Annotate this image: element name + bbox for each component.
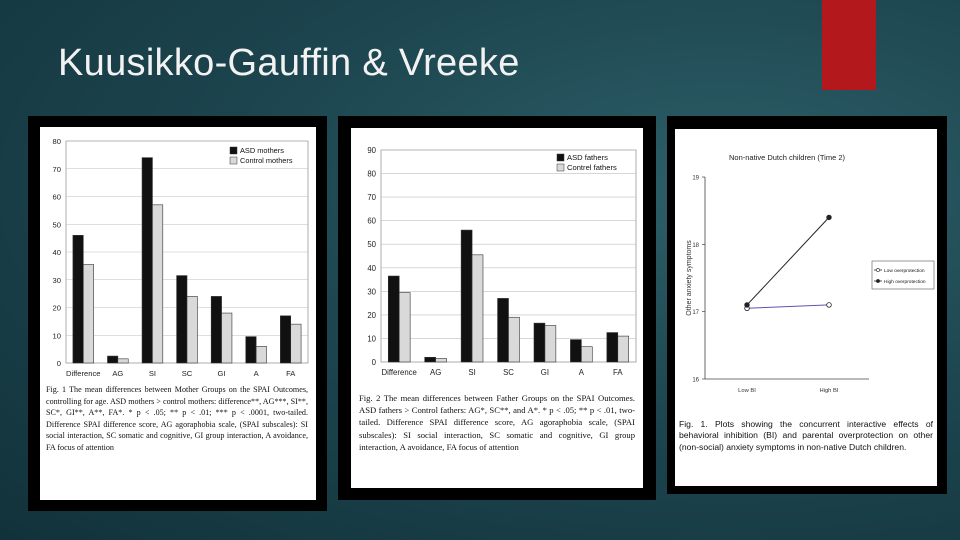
- y-tick-label: 0: [56, 359, 61, 368]
- figure-panel-3: [667, 116, 947, 494]
- y-tick-label: 10: [52, 331, 61, 341]
- figure-panel-2: [338, 116, 656, 500]
- bar-0: [280, 316, 290, 363]
- legend-label: Contrel fathers: [567, 163, 617, 172]
- y-tick-label: 70: [367, 193, 376, 203]
- y-tick-label: 40: [367, 263, 376, 273]
- bar-0: [177, 276, 187, 363]
- legend-swatch: [230, 157, 237, 164]
- y-tick-label: 40: [52, 248, 61, 257]
- bar-0: [534, 323, 545, 362]
- bar-1: [118, 359, 128, 363]
- legend-label: ASD fathers: [567, 153, 608, 162]
- figure-2-paper: [351, 128, 643, 488]
- data-point: [827, 303, 832, 308]
- x-tick-label: Difference: [66, 369, 101, 378]
- bar-1: [83, 264, 93, 363]
- x-tick-label: High BI: [819, 388, 839, 394]
- x-tick-label: SC: [181, 369, 193, 378]
- bar-1: [581, 347, 592, 362]
- y-tick-label: 60: [367, 216, 376, 226]
- y-tick-label: 50: [367, 240, 376, 250]
- series-line-0: [747, 305, 829, 308]
- x-tick-label: GI: [217, 369, 226, 378]
- legend-swatch: [230, 147, 237, 154]
- y-tick-label: 90: [367, 146, 376, 155]
- x-tick-label: SI: [148, 369, 157, 378]
- bar-0: [607, 333, 618, 362]
- chart-3: [675, 129, 937, 419]
- x-tick-label: Low BI: [738, 388, 756, 394]
- bar-1: [256, 346, 266, 363]
- chart-3-title: Non-native Dutch children (Time 2): [728, 153, 846, 162]
- bar-1: [399, 293, 410, 362]
- bar-0: [461, 230, 472, 362]
- data-point: [827, 215, 832, 220]
- x-tick-label: A: [253, 369, 259, 378]
- x-tick-label: FA: [613, 368, 623, 377]
- bar-1: [436, 358, 447, 362]
- y-tick-label: 60: [52, 192, 61, 202]
- bar-0: [388, 276, 399, 362]
- slide-title: Kuusikko-Gauffin & Vreeke: [58, 42, 520, 84]
- legend-label: Control mothers: [240, 156, 293, 165]
- y-tick-label: 17: [692, 310, 699, 317]
- x-tick-label: AG: [430, 368, 442, 377]
- bar-0: [211, 296, 221, 363]
- legend-swatch: [557, 164, 564, 171]
- y-tick-label: 50: [52, 220, 61, 230]
- x-tick-label: A: [578, 368, 584, 377]
- y-tick-label: 20: [367, 310, 376, 320]
- legend-marker: [876, 268, 879, 271]
- legend-marker: [876, 279, 879, 282]
- y-tick-label: 10: [367, 334, 376, 344]
- bar-1: [222, 313, 232, 363]
- bar-1: [291, 324, 301, 363]
- figure-3-caption: Fig. 1. Plots showing the concurrent interactive effects of behavioral inhibition (BI) and parental overprotection on other (non-social) anxiety symptoms in non-native Dutch children.: [679, 419, 933, 452]
- figure-panel-1: [28, 116, 327, 511]
- x-tick-label: GI: [540, 368, 550, 377]
- accent-bar: [822, 0, 876, 90]
- bar-1: [187, 296, 197, 363]
- chart-2: [351, 128, 643, 390]
- x-tick-label: Difference: [381, 368, 417, 377]
- y-tick-label: 0: [371, 358, 376, 367]
- series-line-1: [747, 217, 829, 305]
- y-tick-label: 80: [52, 137, 61, 146]
- x-tick-label: SC: [503, 368, 514, 377]
- bar-0: [425, 357, 436, 362]
- bar-1: [472, 255, 483, 362]
- figure-2-caption: Fig. 2 The mean differences between Father Groups on the SPAI Outcomes. ASD fathers > Control fathers: AG*, SC**, and A*. * p < .05; ** p < .01, two-tailed. Difference SPAI difference score, AG agoraphobia scale, (SPAI subscales): SI social interaction, SC somatic and cognitive, GI group interaction, A avoidance, FA focus of attention: [359, 393, 635, 452]
- legend-label: Low overprotection: [884, 269, 925, 274]
- legend-label: High overprotection: [884, 280, 926, 285]
- y-axis-label: Other anxiety symptoms: [686, 240, 693, 316]
- bar-0: [570, 340, 581, 362]
- y-tick-label: 30: [367, 287, 376, 297]
- bar-1: [618, 336, 629, 362]
- x-tick-label: SI: [468, 368, 476, 377]
- figure-1-paper: [40, 127, 316, 500]
- x-tick-label: FA: [286, 369, 296, 378]
- y-tick-label: 20: [52, 303, 61, 313]
- chart-1: [40, 127, 316, 382]
- data-point: [745, 303, 750, 308]
- bar-1: [509, 317, 520, 362]
- y-tick-label: 30: [52, 275, 61, 285]
- y-tick-label: 80: [367, 169, 376, 179]
- y-tick-label: 70: [52, 164, 61, 174]
- y-tick-label: 18: [692, 242, 699, 249]
- bar-1: [545, 325, 556, 362]
- figure-1-caption: Fig. 1 The mean differences between Mother Groups on the SPAI Outcomes, controlling for age. ASD mothers > control mothers: difference**, AG***, SI**, SC*, GI**, A**, FA*. * p < .05; ** p < .01; *** p < .0001, two-tailed. Difference SPAI difference score, AG agoraphobia scale, (SPAI subscales): SI social interaction, SC somatic and cognitive, GI group interaction, A avoidance, FA focus of attention: [46, 385, 308, 452]
- y-tick-label: 16: [692, 377, 699, 384]
- legend-label: ASD mothers: [240, 146, 284, 155]
- bar-0: [73, 235, 83, 363]
- bar-0: [107, 356, 117, 363]
- bar-0: [246, 337, 256, 363]
- figure-3-paper: [675, 129, 937, 486]
- legend-swatch: [557, 154, 564, 161]
- bar-1: [152, 205, 162, 363]
- bar-0: [142, 158, 152, 363]
- bar-0: [498, 298, 509, 362]
- x-tick-label: AG: [112, 369, 124, 378]
- y-tick-label: 19: [692, 175, 699, 182]
